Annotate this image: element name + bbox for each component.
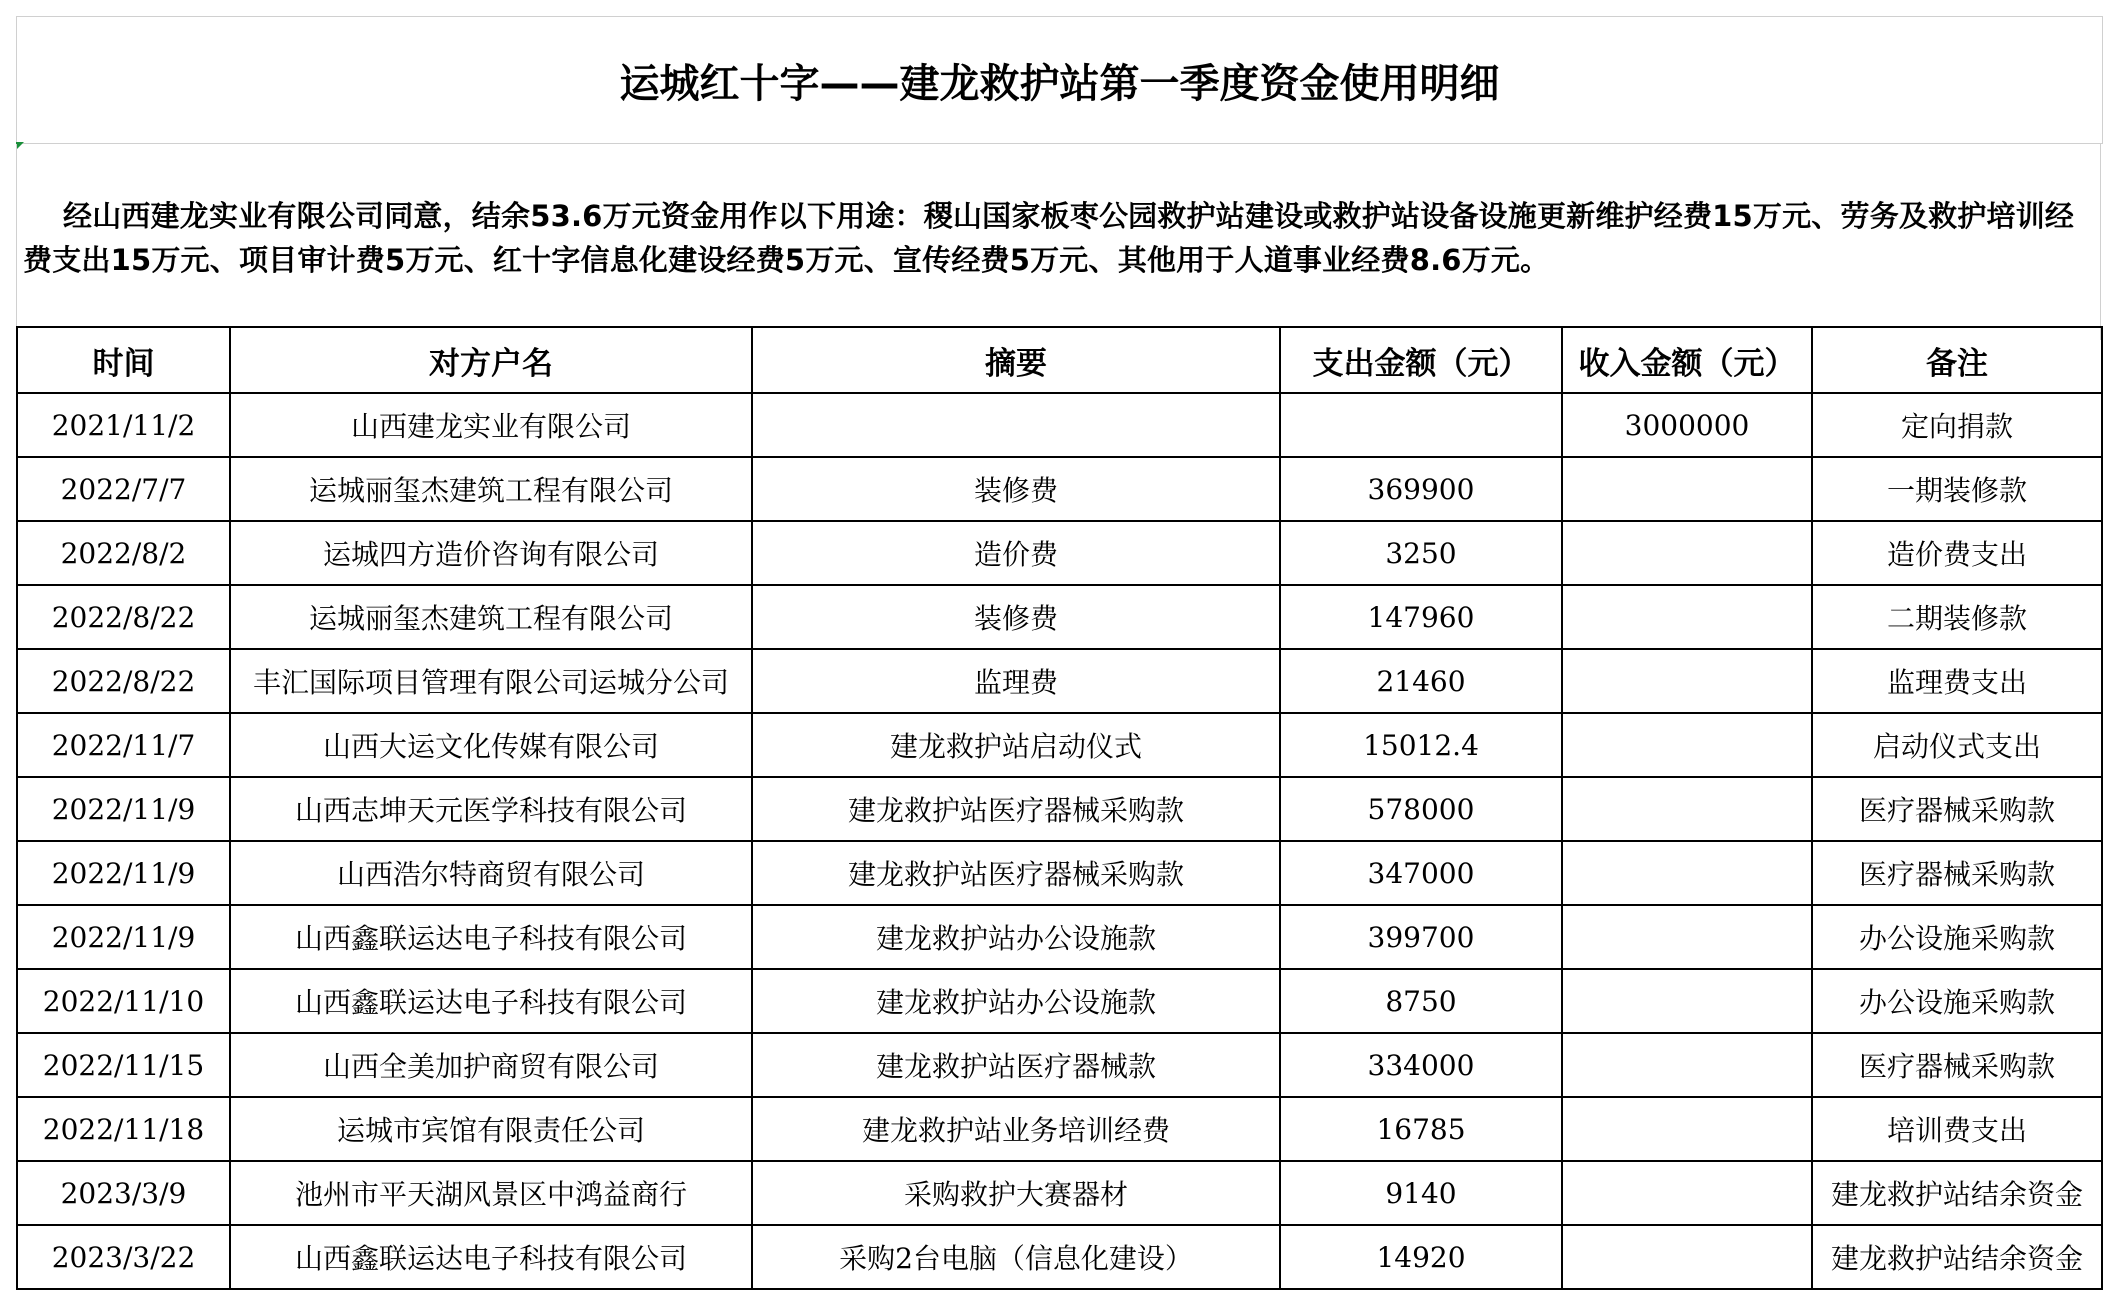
cell-counterparty[interactable]: 山西浩尔特商贸有限公司 <box>230 841 752 905</box>
table-row <box>17 457 2102 521</box>
cell-counterparty[interactable]: 山西鑫联运达电子科技有限公司 <box>230 1225 752 1289</box>
cell-summary[interactable]: 装修费 <box>752 585 1280 649</box>
cell-counterparty[interactable]: 运城四方造价咨询有限公司 <box>230 521 752 585</box>
cell-remark[interactable]: 建龙救护站结余资金 <box>1812 1225 2102 1289</box>
header-remark[interactable]: 备注 <box>1812 327 2102 393</box>
cell-remark[interactable]: 一期装修款 <box>1812 457 2102 521</box>
cell-expense[interactable]: 578000 <box>1280 777 1562 841</box>
table-row <box>17 777 2102 841</box>
cell-date[interactable]: 2022/11/18 <box>17 1097 230 1161</box>
cell-counterparty[interactable]: 运城市宾馆有限责任公司 <box>230 1097 752 1161</box>
cell-expense[interactable]: 347000 <box>1280 841 1562 905</box>
cell-remark[interactable]: 培训费支出 <box>1812 1097 2102 1161</box>
cell-counterparty[interactable]: 山西鑫联运达电子科技有限公司 <box>230 905 752 969</box>
cell-remark[interactable]: 办公设施采购款 <box>1812 905 2102 969</box>
cell-date[interactable]: 2022/11/9 <box>17 841 230 905</box>
cell-expense[interactable]: 334000 <box>1280 1033 1562 1097</box>
cell-expense[interactable]: 14920 <box>1280 1225 1562 1289</box>
cell-summary[interactable]: 建龙救护站医疗器械采购款 <box>752 841 1280 905</box>
cell-summary[interactable]: 建龙救护站办公设施款 <box>752 969 1280 1033</box>
cell-income[interactable] <box>1562 1161 1812 1225</box>
cell-counterparty[interactable]: 山西全美加护商贸有限公司 <box>230 1033 752 1097</box>
cell-date[interactable]: 2023/3/9 <box>17 1161 230 1225</box>
cell-income[interactable] <box>1562 841 1812 905</box>
cell-counterparty[interactable]: 丰汇国际项目管理有限公司运城分公司 <box>230 649 752 713</box>
table-row <box>17 1225 2102 1289</box>
table-body <box>17 393 2102 1289</box>
cell-expense[interactable]: 21460 <box>1280 649 1562 713</box>
cell-income[interactable] <box>1562 1225 1812 1289</box>
cell-counterparty[interactable]: 运城丽玺杰建筑工程有限公司 <box>230 457 752 521</box>
cell-date[interactable]: 2022/11/9 <box>17 905 230 969</box>
cell-remark[interactable]: 二期装修款 <box>1812 585 2102 649</box>
cell-expense[interactable]: 399700 <box>1280 905 1562 969</box>
cell-remark[interactable]: 造价费支出 <box>1812 521 2102 585</box>
table-row <box>17 905 2102 969</box>
table-header-row <box>17 327 2102 393</box>
cell-counterparty[interactable]: 山西大运文化传媒有限公司 <box>230 713 752 777</box>
cell-expense[interactable]: 15012.4 <box>1280 713 1562 777</box>
cell-counterparty[interactable]: 山西志坤天元医学科技有限公司 <box>230 777 752 841</box>
cell-date[interactable]: 2022/11/10 <box>17 969 230 1033</box>
table-row <box>17 649 2102 713</box>
table-row <box>17 713 2102 777</box>
cell-income[interactable] <box>1562 457 1812 521</box>
cell-remark[interactable]: 定向捐款 <box>1812 393 2102 457</box>
cell-summary[interactable] <box>752 393 1280 457</box>
cell-remark[interactable]: 监理费支出 <box>1812 649 2102 713</box>
cell-summary[interactable]: 建龙救护站启动仪式 <box>752 713 1280 777</box>
cell-counterparty[interactable]: 山西鑫联运达电子科技有限公司 <box>230 969 752 1033</box>
cell-expense[interactable]: 369900 <box>1280 457 1562 521</box>
cell-expense[interactable]: 9140 <box>1280 1161 1562 1225</box>
cell-expense[interactable]: 147960 <box>1280 585 1562 649</box>
cell-date[interactable]: 2021/11/2 <box>17 393 230 457</box>
header-summary[interactable]: 摘要 <box>752 327 1280 393</box>
cell-date[interactable]: 2022/11/7 <box>17 713 230 777</box>
cell-expense[interactable]: 8750 <box>1280 969 1562 1033</box>
cell-expense[interactable]: 3250 <box>1280 521 1562 585</box>
cell-remark[interactable]: 医疗器械采购款 <box>1812 841 2102 905</box>
cell-income[interactable] <box>1562 905 1812 969</box>
cell-counterparty[interactable]: 运城丽玺杰建筑工程有限公司 <box>230 585 752 649</box>
cell-summary[interactable]: 采购救护大赛器材 <box>752 1161 1280 1225</box>
cell-income[interactable] <box>1562 1033 1812 1097</box>
cell-income[interactable] <box>1562 777 1812 841</box>
fund-ledger-table <box>16 326 2103 1290</box>
sheet-title[interactable]: 运城红十字——建龙救护站第一季度资金使用明细 <box>16 16 2103 144</box>
cell-income[interactable] <box>1562 649 1812 713</box>
cell-counterparty[interactable]: 池州市平天湖风景区中鸿益商行 <box>230 1161 752 1225</box>
cell-date[interactable]: 2022/8/22 <box>17 649 230 713</box>
cell-income[interactable] <box>1562 585 1812 649</box>
cell-summary[interactable]: 建龙救护站业务培训经费 <box>752 1097 1280 1161</box>
cell-date[interactable]: 2022/8/2 <box>17 521 230 585</box>
table-row <box>17 521 2102 585</box>
cell-counterparty[interactable]: 山西建龙实业有限公司 <box>230 393 752 457</box>
table-row <box>17 1033 2102 1097</box>
spreadsheet-sheet <box>16 16 2103 1292</box>
cell-summary[interactable]: 建龙救护站医疗器械款 <box>752 1033 1280 1097</box>
cell-date[interactable]: 2023/3/22 <box>17 1225 230 1289</box>
cell-expense[interactable] <box>1280 393 1562 457</box>
table-row <box>17 841 2102 905</box>
cell-remark[interactable]: 办公设施采购款 <box>1812 969 2102 1033</box>
cell-income[interactable] <box>1562 1097 1812 1161</box>
cell-remark[interactable]: 建龙救护站结余资金 <box>1812 1161 2102 1225</box>
cell-date[interactable]: 2022/11/9 <box>17 777 230 841</box>
table-row <box>17 393 2102 457</box>
table-row <box>17 1097 2102 1161</box>
table-row <box>17 585 2102 649</box>
fund-usage-description[interactable]: 经山西建龙实业有限公司同意，结余53.6万元资金用作以下用途：稷山国家板枣公园救护站建设或救护站设备设施更新维护经费15万元、劳务及救护培训经费支出15万元、项目审计费5万元、红十字信息化建设经费5万元、宣传经费5万元、其他用于人道事业经费8.6万元。 <box>16 144 2101 340</box>
cell-summary[interactable]: 采购2台电脑（信息化建设） <box>752 1225 1280 1289</box>
cell-date[interactable]: 2022/11/15 <box>17 1033 230 1097</box>
cell-summary[interactable]: 建龙救护站医疗器械采购款 <box>752 777 1280 841</box>
cell-income[interactable] <box>1562 713 1812 777</box>
header-counterparty[interactable]: 对方户名 <box>230 327 752 393</box>
cell-summary[interactable]: 建龙救护站办公设施款 <box>752 905 1280 969</box>
cell-summary[interactable]: 造价费 <box>752 521 1280 585</box>
cell-summary[interactable]: 装修费 <box>752 457 1280 521</box>
cell-date[interactable]: 2022/8/22 <box>17 585 230 649</box>
cell-remark[interactable]: 启动仪式支出 <box>1812 713 2102 777</box>
cell-income[interactable] <box>1562 521 1812 585</box>
header-date[interactable]: 时间 <box>17 327 230 393</box>
cell-date[interactable]: 2022/7/7 <box>17 457 230 521</box>
table-row <box>17 1161 2102 1225</box>
table-row <box>17 969 2102 1033</box>
header-expense[interactable]: 支出金额（元） <box>1280 327 1562 393</box>
cell-summary[interactable]: 监理费 <box>752 649 1280 713</box>
header-income[interactable]: 收入金额（元） <box>1562 327 1812 393</box>
cell-remark[interactable]: 医疗器械采购款 <box>1812 777 2102 841</box>
cell-income[interactable] <box>1562 969 1812 1033</box>
cell-remark[interactable]: 医疗器械采购款 <box>1812 1033 2102 1097</box>
cell-expense[interactable]: 16785 <box>1280 1097 1562 1161</box>
cell-income[interactable]: 3000000 <box>1562 393 1812 457</box>
